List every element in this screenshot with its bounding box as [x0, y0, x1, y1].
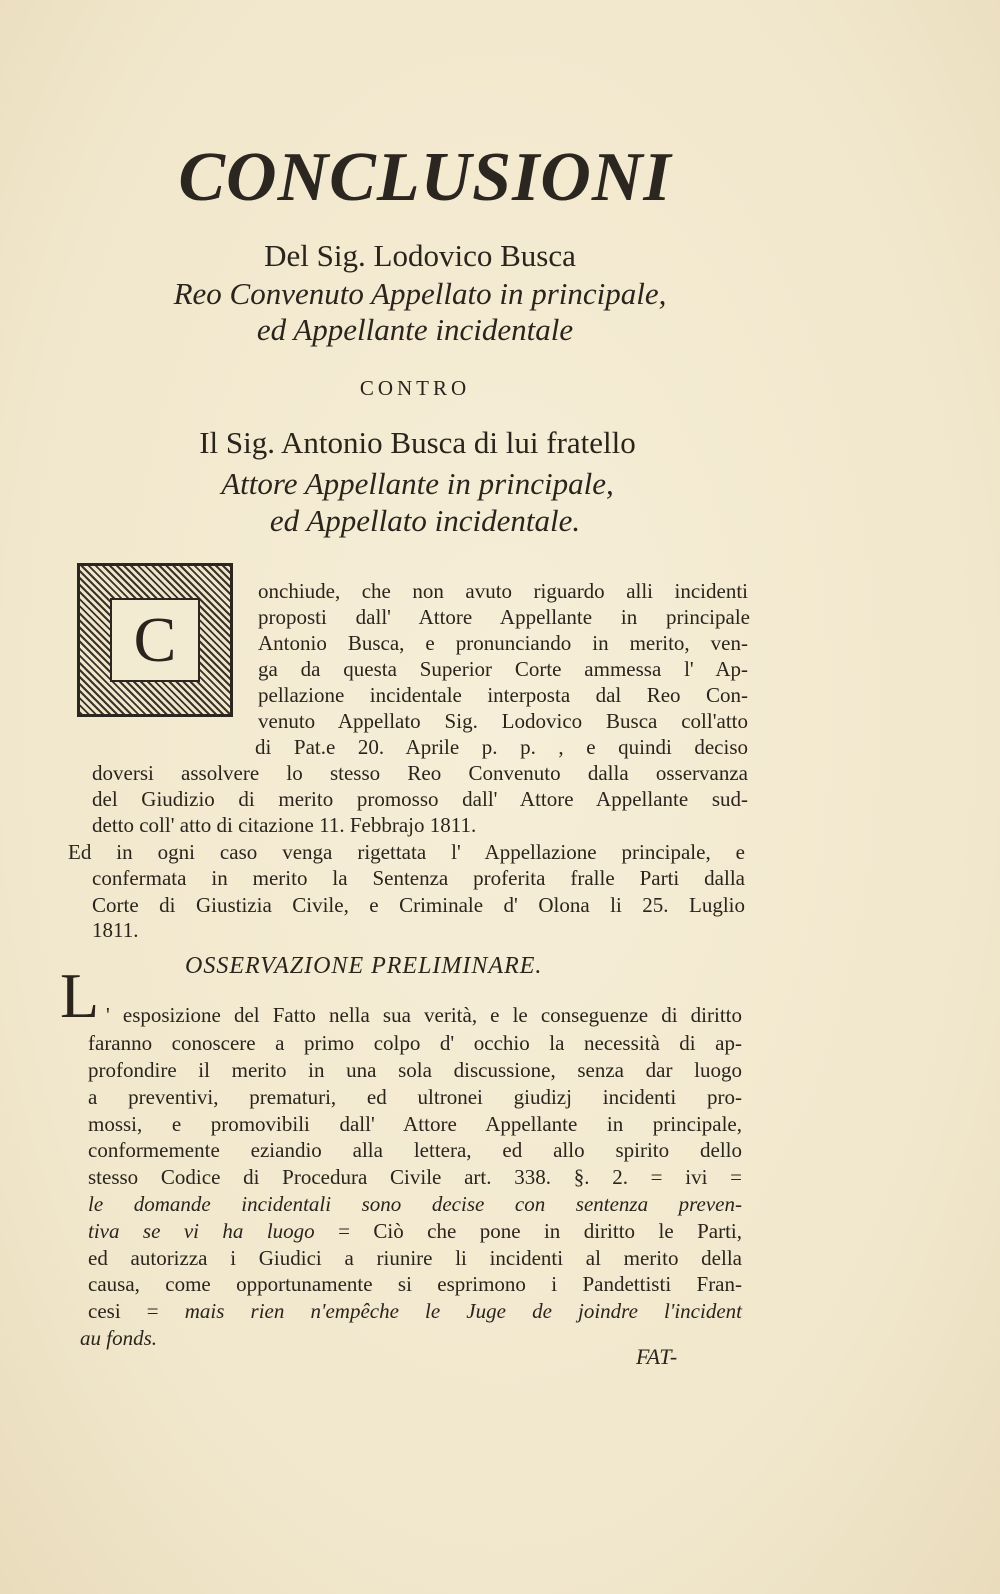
section-heading: OSSERVAZIONE PRELIMINARE. — [185, 953, 543, 979]
drop-cap-l: L — [60, 960, 100, 1031]
text-segment: proposti dall' Attore Appellante in principale — [258, 605, 750, 629]
text-segment: profondire il merito in una sola discussione, senza dar luogo — [88, 1058, 742, 1082]
italic-text: au fonds. — [80, 1326, 158, 1350]
text-line — [68, 840, 745, 864]
drop-cap-letter: C — [110, 598, 200, 682]
text-line — [88, 1272, 742, 1296]
text-line — [92, 787, 748, 811]
party1-role-line1: Reo Convenuto Appellato in principale, — [173, 276, 667, 311]
text-line — [258, 657, 748, 681]
text-segment: doversi assolvere lo stesso Reo Convenuto dalla osservanza — [92, 761, 748, 785]
text-segment: 1811. — [92, 918, 139, 942]
text-segment: ed autorizza i Giudici a riunire li incidenti al merito della — [88, 1246, 742, 1270]
text-line — [92, 761, 748, 785]
text-segment: cesi = — [88, 1299, 185, 1323]
text-segment: = Ciò che pone in diritto le Parti, — [314, 1219, 742, 1243]
text-line — [88, 1219, 742, 1243]
text-segment: mossi, e promovibili dall' Attore Appellante in principale, — [88, 1112, 742, 1136]
text-segment: confermata in merito la Sentenza proferita fralle Parti dalla — [92, 866, 745, 890]
text-line — [88, 1031, 742, 1055]
text-line — [88, 1112, 742, 1136]
party1-role-line2: ed Appellante incidentale — [256, 312, 574, 347]
text-segment: venuto Appellato Sig. Lodovico Busca coll'atto — [258, 709, 748, 733]
text-line — [88, 1246, 742, 1270]
text-line — [88, 1192, 742, 1216]
text-segment: conformemente eziandio alla lettera, ed allo spirito dello — [88, 1138, 742, 1162]
text-segment: ' esposizione del Fatto nella sua verità, e le conseguenze di diritto — [106, 1003, 742, 1027]
text-segment: del Giudizio di merito promosso dall' Attore Appellante sud- — [92, 787, 748, 811]
catchword: FAT- — [636, 1344, 678, 1369]
text-line — [88, 1085, 742, 1109]
italic-text: tiva se vi ha luogo — [88, 1219, 315, 1243]
italic-text: mais rien n'empêche le Juge de joindre l'incident — [184, 1299, 742, 1323]
text-line — [258, 683, 748, 707]
text-segment: causa, come opportunamente si esprimono i Pandettisti Fran- — [88, 1272, 742, 1296]
text-segment: Antonio Busca, e pronunciando in merito, ven- — [258, 631, 748, 655]
text-line — [92, 893, 745, 917]
text-segment: Corte di Giustizia Civile, e Criminale d' Olona li 25. Luglio — [92, 893, 745, 917]
italic-text: le domande incidentali sono decise con sentenza preven- — [88, 1192, 742, 1216]
party2-role-line1: Attore Appellante in principale, — [221, 466, 614, 501]
party2-role-line2: ed Appellato incidentale. — [269, 503, 581, 538]
text-line — [92, 813, 476, 837]
text-line — [88, 1165, 742, 1189]
contro-label: CONTRO — [359, 376, 471, 400]
text-line — [80, 1326, 157, 1350]
ornamental-drop-cap-c — [77, 563, 233, 717]
text-line — [258, 631, 748, 655]
text-line — [258, 605, 750, 629]
document-title: CONCLUSIONI — [178, 139, 672, 216]
text-segment: di Pat.e 20. Aprile p. p. , e quindi deciso — [255, 735, 748, 759]
text-line — [88, 1138, 742, 1162]
text-segment: a preventivi, prematuri, ed ultronei giudizj incidenti pro- — [88, 1085, 742, 1109]
text-line — [92, 866, 745, 890]
text-line — [258, 709, 748, 733]
text-line — [106, 1003, 742, 1027]
text-segment: Ed in ogni caso venga rigettata l' Appellazione principale, e — [68, 840, 745, 864]
text-segment: onchiude, che non avuto riguardo alli incidenti — [258, 579, 748, 603]
text-segment: faranno conoscere a primo colpo d' occhio la necessità di ap- — [88, 1031, 742, 1055]
text-line — [255, 735, 748, 759]
text-segment: ga da questa Superior Corte ammessa l' Ap- — [258, 657, 748, 681]
text-segment: detto coll' atto di citazione 11. Febbrajo 1811. — [92, 813, 477, 837]
text-line — [258, 579, 748, 603]
party2-name: Il Sig. Antonio Busca di lui fratello — [199, 425, 636, 460]
text-line — [88, 1299, 742, 1323]
text-segment: pellazione incidentale interposta dal Reo Con- — [258, 683, 748, 707]
text-line — [92, 918, 138, 942]
text-line — [88, 1058, 742, 1082]
text-segment: stesso Codice di Procedura Civile art. 338. §. 2. = ivi = — [88, 1165, 742, 1189]
party1-name: Del Sig. Lodovico Busca — [264, 238, 576, 273]
